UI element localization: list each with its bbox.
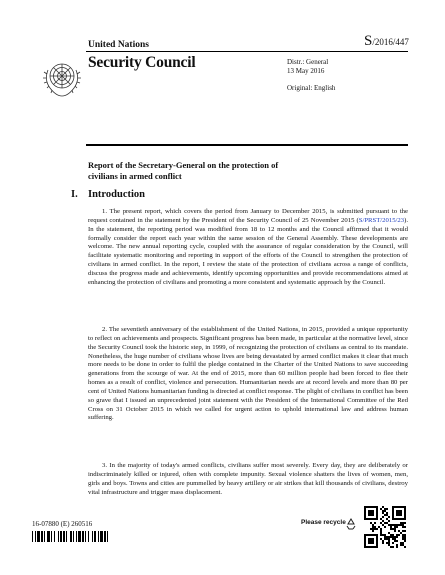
paragraph-3 [88,462,408,497]
qr-module [392,546,394,548]
qr-module [384,538,386,540]
qr-module [400,524,402,526]
qr-module [380,522,382,524]
barcode-icon [32,531,128,542]
qr-module [384,522,386,524]
qr-module [402,544,404,546]
qr-module [382,542,384,544]
section-number: I. [71,189,78,200]
qr-module [380,534,382,536]
qr-module [382,524,384,526]
qr-module [402,542,404,544]
recycle-label: Please recycle [301,519,346,526]
document-code: 16-07880 (E) 260516 [32,520,93,528]
section-title: Introduction [88,189,145,200]
barcode-bar [108,531,110,542]
qr-module [388,520,390,522]
qr-module [404,536,406,538]
qr-module [384,508,386,510]
distribution-label: Distr.: General [287,58,329,66]
qr-module [386,542,388,544]
qr-module [382,516,384,518]
qr-module [372,528,374,530]
qr-module [404,534,406,536]
paragraph-2-text: 2. The seventieth anniversary of the establishment of the United Nations, in 2015, provided a unique opportunity to reflect on achievements and prospects. Significant progress has been made, in particular at the normative level, since the Security Council took the historic step, in 1999, of recognizing the protection of civilians as central to its mandate. Nonetheless, the huge number of civilians whose lives are being devastated by armed conflict makes it clear that much more needs to be done in order to fulfil the pledge contained in the Charter of the United Nations to save succeeding generations from the scourge of war. At the end of 2015, more than 60 million people had been forced to flee their homes as a result of conflict, violence and persecution. Humanitarian needs are at record levels and more than 80 per cent of United Nations humanitarian funding is directed at conflict response. The plight of civilians in conflict has been so grave that I issued an unprecedented joint statement with the President of the International Committee of the Red Cross on 31 October 2015 in which we called for urgent action to uphold international law and address human suffering. [88,326,408,422]
qr-module [390,534,392,536]
qr-module [388,544,390,546]
qr-module [382,520,384,522]
qr-module [380,508,382,510]
symbol-number: /2016/447 [372,37,409,47]
document-date: 13 May 2016 [287,66,325,75]
qr-module [390,528,392,530]
qr-module [396,536,398,538]
qr-module [404,530,406,532]
qr-module [382,510,384,512]
qr-module [368,510,374,516]
qr-module [394,526,396,528]
qr-module [382,540,384,542]
qr-module [380,518,382,520]
qr-module [390,546,392,548]
qr-module [402,536,404,538]
qr-module [396,510,402,516]
qr-module [386,518,388,520]
title-rule [86,144,408,146]
qr-module [388,516,390,518]
qr-module [380,538,382,540]
qr-module [394,530,396,532]
qr-module [386,536,388,538]
qr-module [370,528,372,530]
qr-module [374,528,376,530]
qr-module [370,522,372,524]
qr-module [392,542,394,544]
qr-module [396,524,398,526]
original-language: Original: English [287,83,336,92]
qr-module [396,534,398,536]
qr-module [396,544,398,546]
qr-module [368,538,374,544]
document-symbol [364,33,409,50]
qr-module [398,534,400,536]
qr-module [376,528,378,530]
qr-module [396,526,398,528]
qr-module [386,538,388,540]
qr-module [390,526,392,528]
qr-module [388,538,390,540]
qr-module [372,526,374,528]
report-title: Report of the Secretary-General on the protection of civilians in armed conflict [88,160,279,181]
qr-module [384,536,386,538]
qr-module [402,526,404,528]
qr-module [382,512,384,514]
qr-module [380,532,382,534]
qr-module [402,534,404,536]
qr-module [388,536,390,538]
qr-module [388,532,390,534]
qr-module [388,540,390,542]
qr-module [392,538,394,540]
qr-module [386,512,388,514]
qr-module [378,526,380,528]
qr-module [394,540,396,542]
qr-module [400,544,402,546]
prst-link[interactable]: S/PRST/2015/23 [358,216,405,224]
qr-module [404,526,406,528]
un-emblem-icon [40,56,84,100]
qr-module [390,524,392,526]
qr-module [374,522,376,524]
qr-module [374,526,376,528]
qr-module [398,530,400,532]
qr-module [402,530,404,532]
qr-module [394,528,396,530]
qr-module [380,530,382,532]
qr-module [384,514,386,516]
qr-module [382,506,384,508]
qr-module [402,538,404,540]
qr-module [394,538,396,540]
paragraph-3-text: 3. In the majority of today's armed conflicts, civilians suffer most severely. Every day, they are deliberately or indiscriminately killed or injured, often with complete impunity. Sexual violence shatters the lives of women, men, girls and boys. Towns and cities are pummelled by heavy artillery or air strikes that kill thousands of civilians, destroy vital infrastructure and trigger mass displacement. [88,462,408,496]
qr-module [394,524,396,526]
qr-module [372,524,374,526]
qr-module [396,540,398,542]
symbol-prefix: S [364,33,373,49]
qr-module [384,534,386,536]
qr-module [400,542,402,544]
paragraph-1 [88,208,408,288]
qr-module [402,522,404,524]
qr-module [386,508,388,510]
qr-module [404,522,406,524]
header-rule [86,51,408,52]
qr-module [380,528,382,530]
distribution-block [287,58,335,92]
paragraph-1-text-b: ). In the statement, the reporting period was modified from 18 to 12 months and the Council affirmed that it would formally consider the report each year within the same session of the General Assembly. These developments are welcome. The new annual reporting cycle, coupled with the assurance of regular consideration by the Council, will facilitate systematic monitoring and reporting in support of the efforts of the Council to strengthen the protection of civilians in armed conflict. In the report, I review the state of the protection of civilians across a range of conflicts, discuss the progress made and achievements, identify upcoming opportunities and provide recommendations aimed at enhancing the protection of civilians and promoting a more consistent and systematic approach by the Council. [88,216,408,286]
qr-module [384,510,386,512]
qr-module [392,534,394,536]
qr-module [372,530,374,532]
qr-module [392,528,394,530]
qr-module [390,536,392,538]
qr-module [384,526,386,528]
qr-module [388,542,390,544]
qr-module [404,546,406,548]
qr-module [392,536,394,538]
qr-module [386,522,388,524]
recycle-icon [344,517,358,531]
qr-module [386,514,388,516]
section-heading [71,189,145,200]
qr-module [382,534,384,536]
qr-module [392,524,394,526]
qr-module [400,532,402,534]
qr-module [402,524,404,526]
paragraph-1-text-a: 1. The present report, which covers the period from January to December 2015, is submitted pursuant to the request contained in the statement by the President of the Security Council of 25 November 2015 ( [88,208,408,224]
council-name: Security Council [88,54,196,71]
qr-module [404,538,406,540]
qr-module [396,546,398,548]
paragraph-2 [88,326,408,423]
qr-module [388,524,390,526]
organization-name: United Nations [88,40,149,50]
qr-module [400,522,402,524]
qr-code-icon [364,506,406,548]
qr-module [398,524,400,526]
qr-module [404,540,406,542]
qr-module [394,536,396,538]
